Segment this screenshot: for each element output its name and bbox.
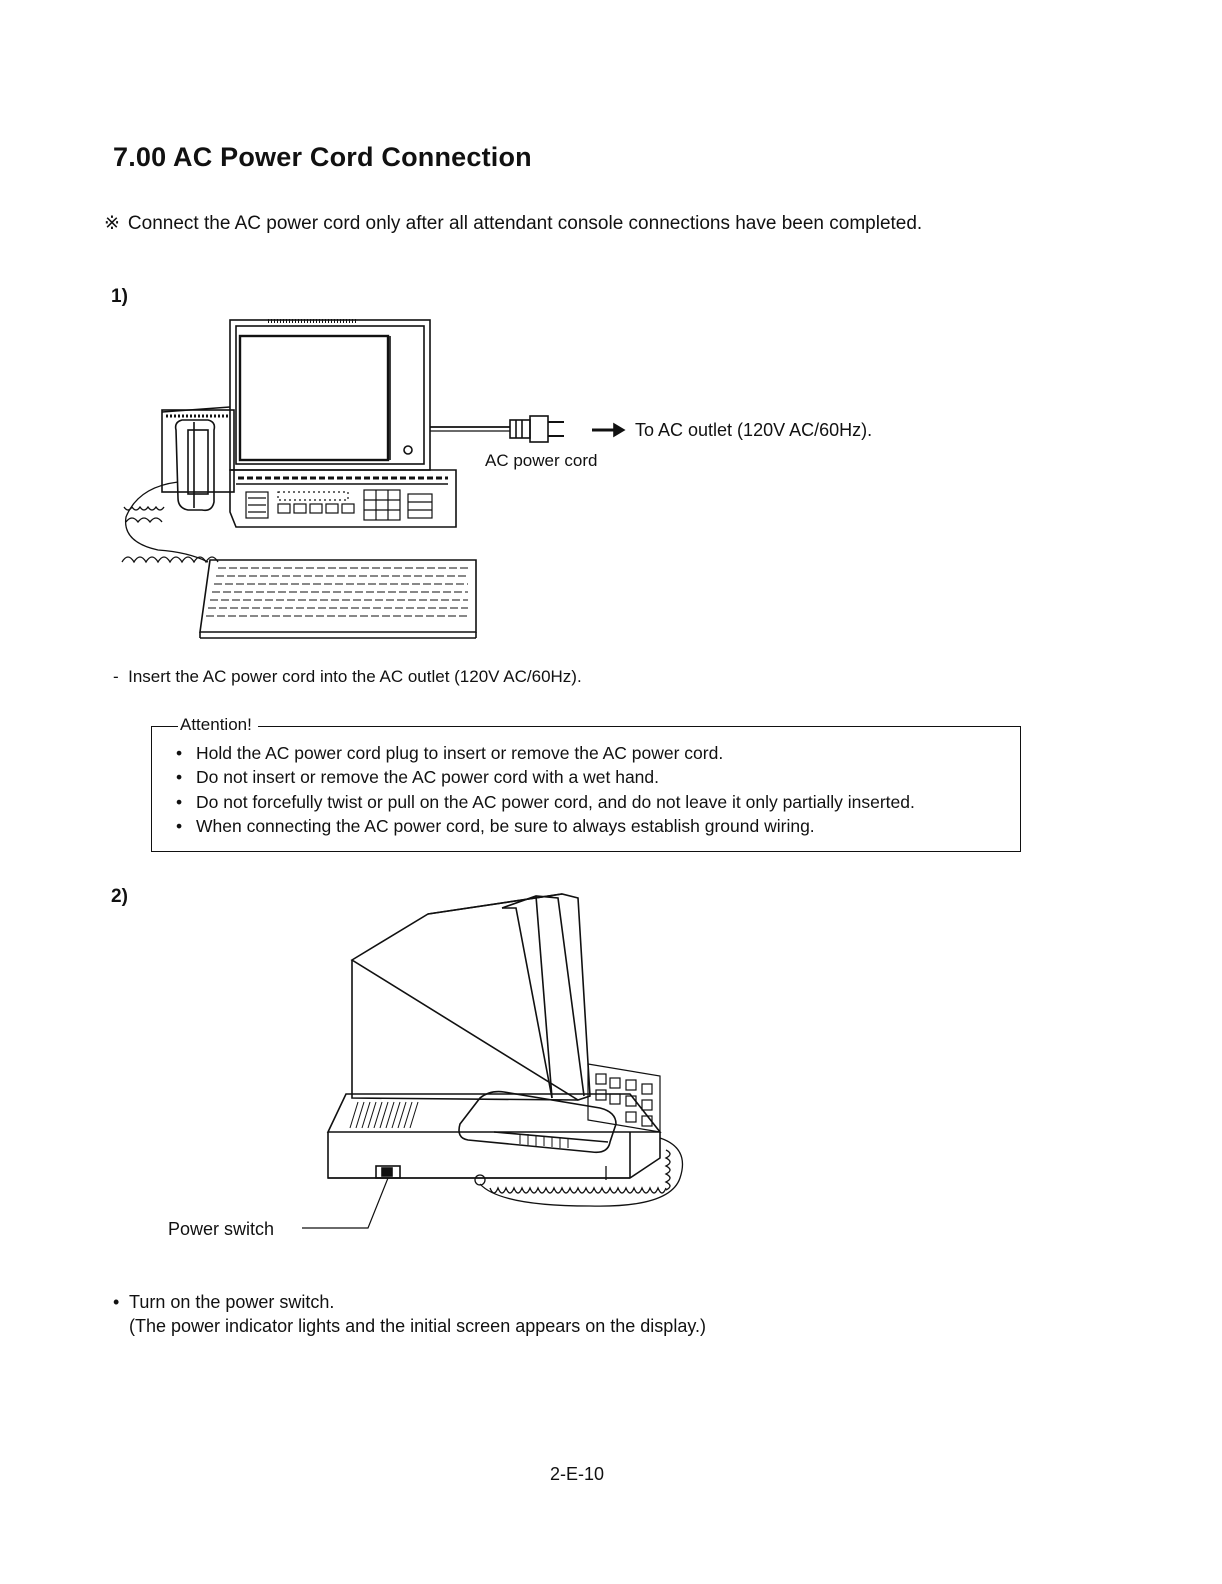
attention-box: [151, 715, 1021, 852]
console-rear-illustration: [160, 888, 720, 1248]
power-switch-leader-line: [302, 1178, 388, 1228]
arrow-right-icon: [592, 424, 624, 436]
base-unit-drawing: [328, 1094, 660, 1178]
power-switch-label: Power switch: [168, 1219, 275, 1239]
handset-rear-drawing: [459, 1092, 616, 1153]
insert-instruction: [113, 667, 582, 687]
attention-list: [176, 741, 915, 838]
attention-title: Attention!: [178, 715, 258, 735]
power-plug-drawing: [430, 416, 564, 442]
monitor-drawing: [230, 320, 430, 470]
bullet-icon: -: [113, 667, 119, 686]
step-1-number: 1): [111, 286, 128, 307]
cord-label: AC power cord: [485, 451, 598, 470]
page-title: 7.00 AC Power Cord Connection: [113, 142, 532, 172]
attention-item: • Do not insert or remove the AC power cord with a wet hand.: [176, 765, 915, 789]
keyboard-drawing: [200, 560, 476, 638]
attention-item: • Hold the AC power cord plug to insert or remove the AC power cord.: [176, 741, 915, 765]
attention-item: • When connecting the AC power cord, be sure to always establish ground wiring.: [176, 814, 915, 838]
outlet-label: To AC outlet (120V AC/60Hz).: [635, 420, 873, 440]
console-illustration: [118, 312, 918, 657]
turn-on-instruction: [113, 1290, 706, 1338]
insert-instruction-text: Insert the AC power cord into the AC outlet (120V AC/60Hz).: [128, 667, 582, 686]
attention-item: • Do not forcefully twist or pull on the AC power cord, and do not leave it only partially inserted.: [176, 790, 915, 814]
console-keys-drawing: [246, 490, 432, 520]
asterisk-mark-icon: ※: [104, 213, 120, 234]
side-keypad-drawing: [588, 1064, 660, 1132]
bullet-icon: •: [113, 1292, 120, 1312]
precaution-note: [104, 212, 922, 235]
turn-on-detail: (The power indicator lights and the initial screen appears on the display.): [129, 1316, 706, 1336]
step-2-number: 2): [111, 886, 128, 907]
coiled-cord-rear-drawing: [475, 1138, 683, 1206]
turn-on-text: Turn on the power switch.: [129, 1292, 335, 1312]
handset-drawing: [176, 420, 215, 510]
precaution-text: Connect the AC power cord only after all attendant console connections have been completed.: [127, 213, 923, 234]
console-base-drawing: [162, 407, 456, 527]
page-number: 2-E-10: [550, 1464, 605, 1484]
monitor-rear-drawing: [352, 894, 590, 1100]
